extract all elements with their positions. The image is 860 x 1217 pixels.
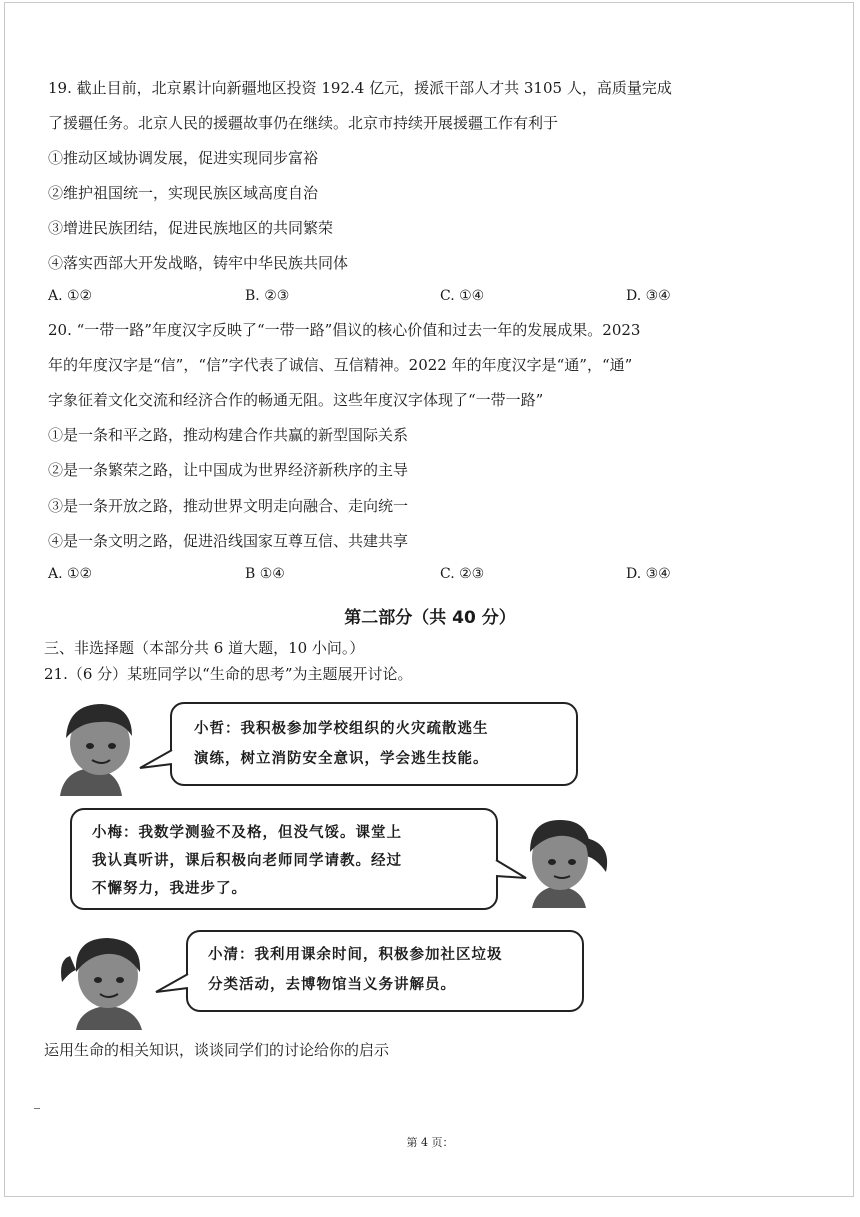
- page-number: 第 4 页：: [406, 1136, 454, 1149]
- q20-statement-2: ②是一条繁荣之路，让中国成为世界经济新秩序的主导: [48, 461, 409, 479]
- boy-avatar-icon: [52, 698, 147, 796]
- q19-option-d[interactable]: D. ③④: [626, 288, 671, 304]
- q20-option-c[interactable]: C. ②③: [440, 566, 485, 582]
- q20-statement-4: ④是一条文明之路，促进沿线国家互尊互信、共建共享: [48, 532, 409, 550]
- speech-bubble-xiaomei: [70, 808, 498, 910]
- xiaoqing-line1: 小清：我利用课余时间，积极参加社区垃圾: [208, 947, 503, 963]
- q19-statement-1: ①推动区域协调发展，促进实现同步富裕: [48, 149, 319, 167]
- q19-option-a[interactable]: A. ①②: [48, 288, 93, 304]
- q20-stem-line3: 字象征着文化交流和经济合作的畅通无阻。这些年度汉字体现了“一带一路”: [48, 391, 544, 409]
- bubble-tail-xiaoqing: [154, 970, 194, 1000]
- xiaomei-line1: 小梅：我数学测验不及格，但没气馁。课堂上: [92, 825, 402, 841]
- q19-option-c[interactable]: C. ①④: [440, 288, 485, 304]
- xiaozhe-line1: 小哲：我积极参加学校组织的火灾疏散逃生: [194, 721, 489, 737]
- girl-avatar-icon: [510, 808, 615, 908]
- q19-options: [48, 288, 708, 308]
- q20-stem-line2: 年的年度汉字是“信”，“信”字代表了诚信、互信精神。2022 年的年度汉字是“通”，“通”: [48, 356, 633, 374]
- q20-option-d[interactable]: D. ③④: [626, 566, 671, 582]
- speech-bubble-xiaozhe: [170, 702, 578, 786]
- q20-options: [48, 566, 708, 586]
- q19-statement-4: ④落实西部大开发战略，铸牢中华民族共同体: [48, 254, 349, 272]
- q21-intro: 21.（6 分）某班同学以“生命的思考”为主题展开讨论。: [44, 665, 413, 683]
- bubble-tail-xiaozhe: [138, 746, 178, 776]
- xiaomei-line2: 我认真听讲，课后积极向老师同学请教。经过: [92, 853, 402, 869]
- q20-statement-1: ①是一条和平之路，推动构建合作共赢的新型国际关系: [48, 426, 409, 444]
- xiaozhe-line2: 演练，树立消防安全意识，学会逃生技能。: [194, 751, 489, 767]
- q19-option-b[interactable]: B. ②③: [245, 288, 290, 304]
- q19-stem-line2: 了援疆任务。北京人民的援疆故事仍在继续。北京市持续开展援疆工作有利于: [48, 114, 559, 132]
- q20-option-b[interactable]: B ①④: [245, 566, 285, 582]
- q20-stem-line1: 20. “一带一路”年度汉字反映了“一带一路”倡议的核心价值和过去一年的发展成果。2023: [48, 321, 641, 339]
- q19-statement-2: ②维护祖国统一，实现民族区域高度自治: [48, 184, 319, 202]
- scan-mark: [34, 1108, 40, 1109]
- q20-statement-3: ③是一条开放之路，推动世界文明走向融合、走向统一: [48, 497, 409, 515]
- q21-prompt: 运用生命的相关知识，谈谈同学们的讨论给你的启示: [44, 1041, 390, 1059]
- q20-option-a[interactable]: A. ①②: [48, 566, 93, 582]
- q19-stem-line1: 19. 截止目前，北京累计向新疆地区投资 192.4 亿元，援派干部人才共 3105 人，高质量完成: [48, 79, 672, 97]
- xiaomei-line3: 不懈努力，我进步了。: [92, 881, 247, 897]
- xiaoqing-line2: 分类活动，去博物馆当义务讲解员。: [208, 977, 456, 993]
- part2-title: 第二部分（共 40 分）: [344, 608, 516, 628]
- speech-bubble-xiaoqing: [186, 930, 584, 1012]
- girl-avatar-2-icon: [52, 930, 162, 1030]
- section-heading: 三、非选择题（本部分共 6 道大题，10 小问。）: [44, 639, 365, 657]
- q19-statement-3: ③增进民族团结，促进民族地区的共同繁荣: [48, 219, 334, 237]
